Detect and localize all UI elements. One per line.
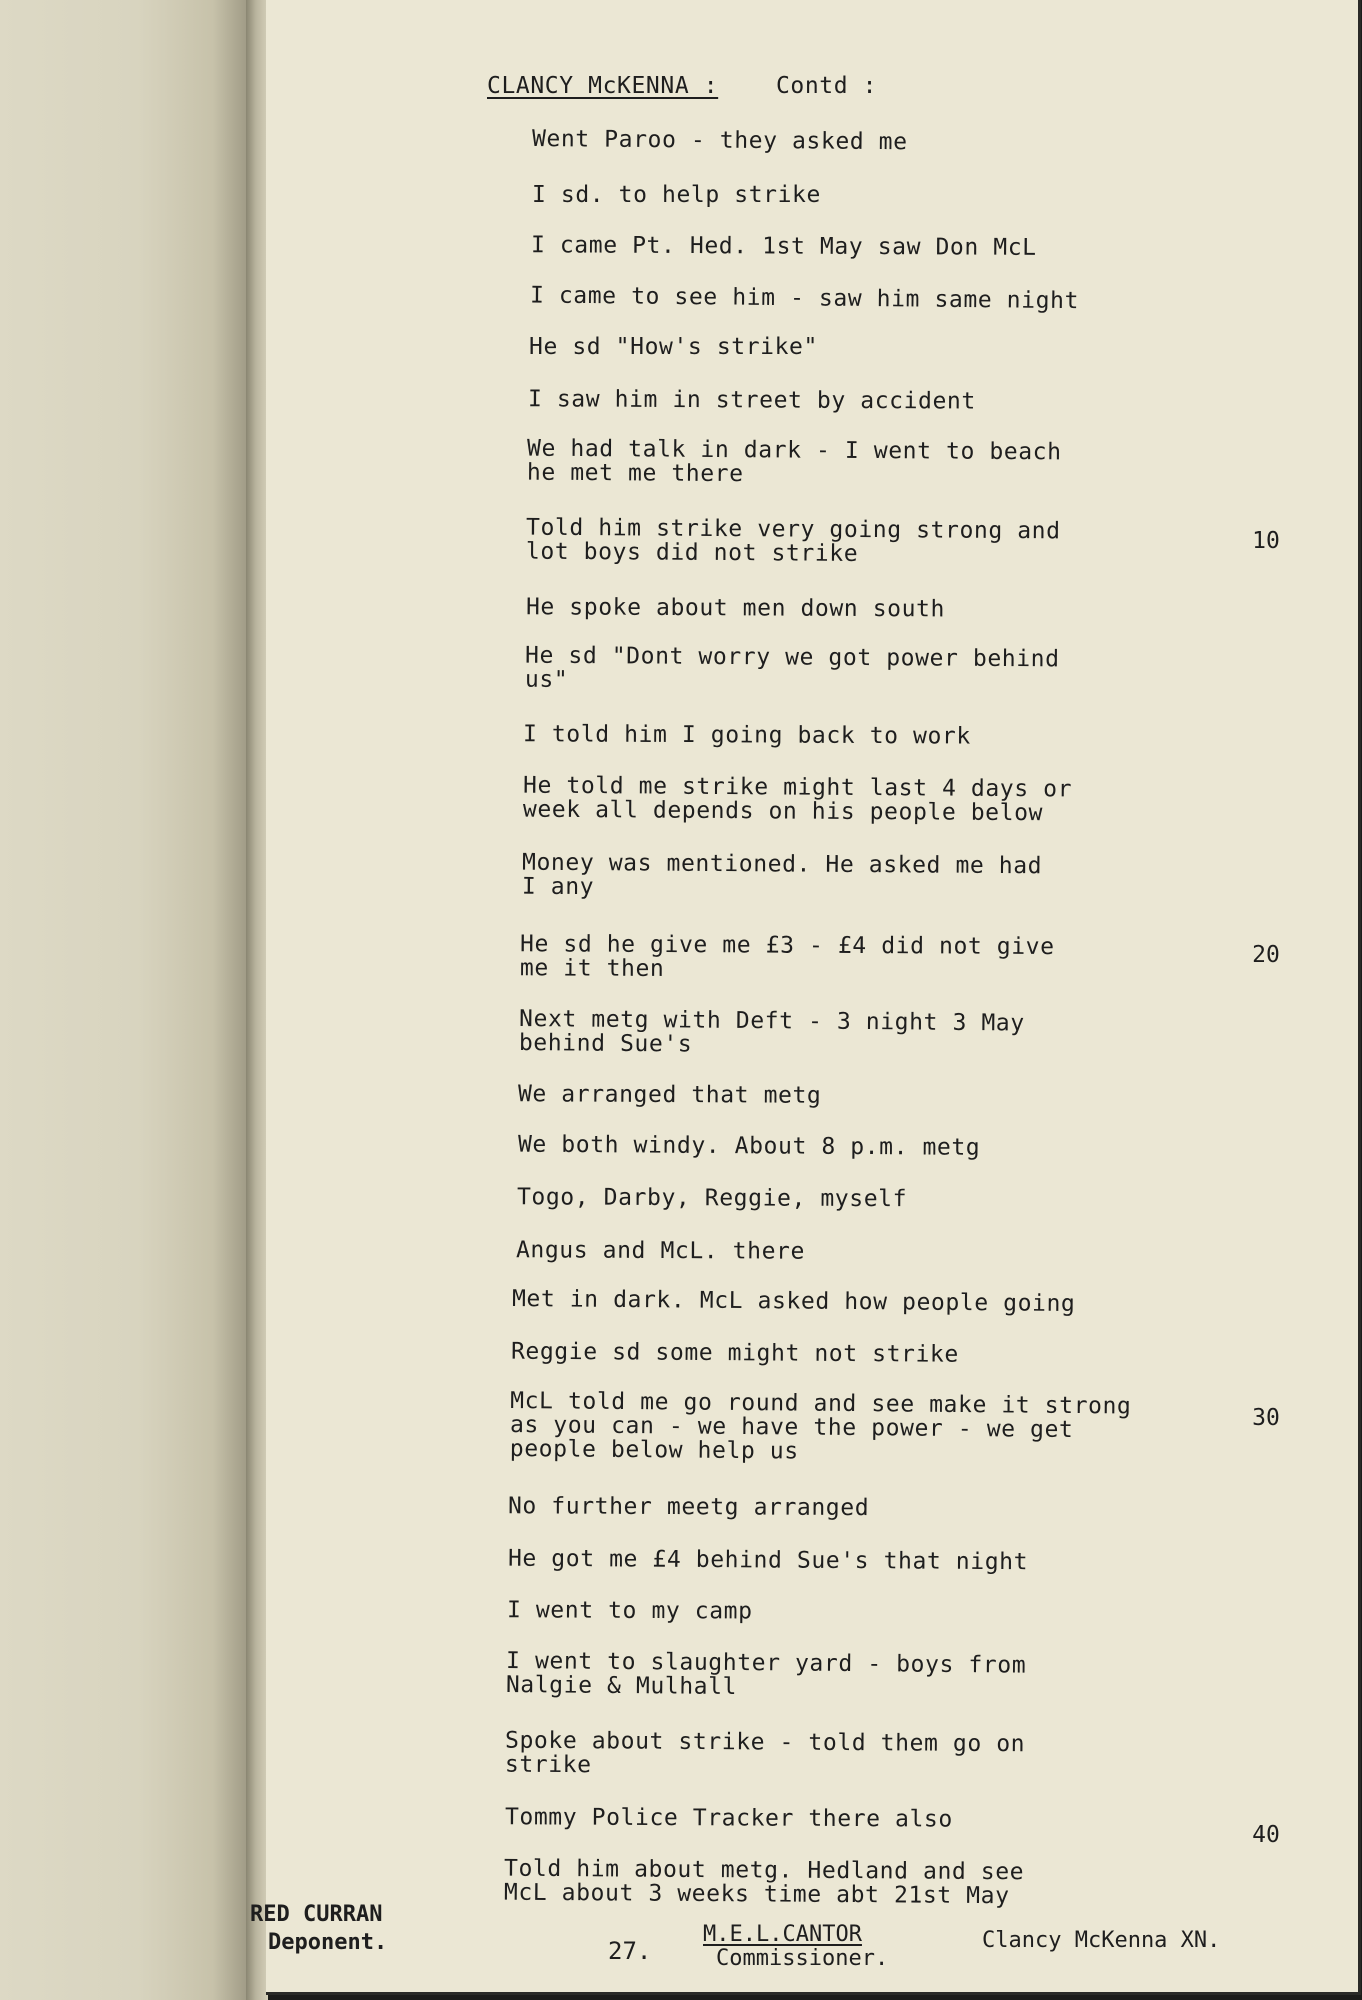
testimony-line-6: I saw him in street by accident xyxy=(527,386,976,415)
testimony-line-3: I came Pt. Hed. 1st May saw Don McL xyxy=(530,232,1037,261)
testimony-line-14: He sd he give me £3 - £4 did not give me it then xyxy=(519,931,1055,982)
testimony-line-12: He told me strike might last 4 days or week all depends on his people below xyxy=(522,772,1073,827)
testimony-line-29: Told him about metg. Hedland and see McL about 3 weeks time abt 21st May xyxy=(503,1855,1025,1910)
deponent-label: Deponent. xyxy=(268,1930,388,1955)
line-number-20: 20 xyxy=(1252,942,1280,968)
testimony-line-8: Told him strike very going strong and lot boys did not strike xyxy=(525,514,1061,567)
testimony-line-1: Went Paroo - they asked me xyxy=(531,126,908,156)
left-page-gutter xyxy=(0,0,250,2000)
testimony-line-24: He got me £4 behind Sue's that night xyxy=(507,1545,1029,1576)
testimony-line-22: McL told me go round and see make it strong as you can - we have the power - we get people below help us xyxy=(509,1388,1132,1465)
testimony-line-26: I went to slaughter yard - boys from Nalgie & Mulhall xyxy=(505,1648,1027,1701)
commissioner-signature-line: M.E.L.CANTOR xyxy=(703,1922,862,1947)
testimony-line-16: We arranged that metg xyxy=(517,1081,822,1109)
page-number: 27. xyxy=(608,1937,652,1965)
line-number-40: 40 xyxy=(1252,1822,1280,1848)
witness-name-heading: CLANCY McKENNA : xyxy=(487,73,719,99)
commissioner-label: Commissioner. xyxy=(716,1946,889,1971)
testimony-line-28: Tommy Police Tracker there also xyxy=(504,1804,953,1833)
testimony-line-7: We had talk in dark - I went to beach he met me there xyxy=(526,435,1062,488)
line-number-30: 30 xyxy=(1252,1405,1280,1431)
testimony-line-13: Money was mentioned. He asked me had I any xyxy=(521,849,1043,901)
testimony-line-23: No further meetg arranged xyxy=(507,1493,870,1522)
testimony-line-2: I sd. to help strike xyxy=(532,182,821,208)
testimony-line-5: He sd "How's strike" xyxy=(529,334,818,360)
testimony-line-10: He sd "Dont worry we got power behind us" xyxy=(524,642,1060,693)
testimony-line-21: Reggie sd some might not strike xyxy=(510,1338,959,1368)
witness-examination-label: Clancy McKenna XN. xyxy=(982,1928,1221,1953)
continued-label: Contd : xyxy=(775,73,878,99)
testimony-line-18: Togo, Darby, Reggie, myself xyxy=(516,1184,908,1213)
testimony-line-11: I told him I going back to work xyxy=(522,721,971,750)
testimony-line-20: Met in dark. McL asked how people going xyxy=(511,1286,1076,1317)
testimony-line-4: I came to see him - saw him same night xyxy=(529,282,1080,315)
testimony-line-15: Next metg with Deft - 3 night 3 May behind Sue's xyxy=(518,1006,1025,1058)
testimony-line-19: Angus and McL. there xyxy=(515,1237,806,1265)
testimony-line-17: We both windy. About 8 p.m. metg xyxy=(517,1131,981,1161)
line-number-10: 10 xyxy=(1252,528,1280,554)
testimony-line-9: He spoke about men down south xyxy=(525,594,946,623)
commissioner-name xyxy=(703,1922,862,1947)
testimony-line-27: Spoke about strike - told them go on strike xyxy=(504,1727,1026,1779)
testimony-line-25: I went to my camp xyxy=(506,1597,753,1625)
book-spine-shadow xyxy=(246,0,268,2000)
deponent-name: RED CURRAN xyxy=(250,1902,383,1927)
page-heading xyxy=(487,74,877,98)
